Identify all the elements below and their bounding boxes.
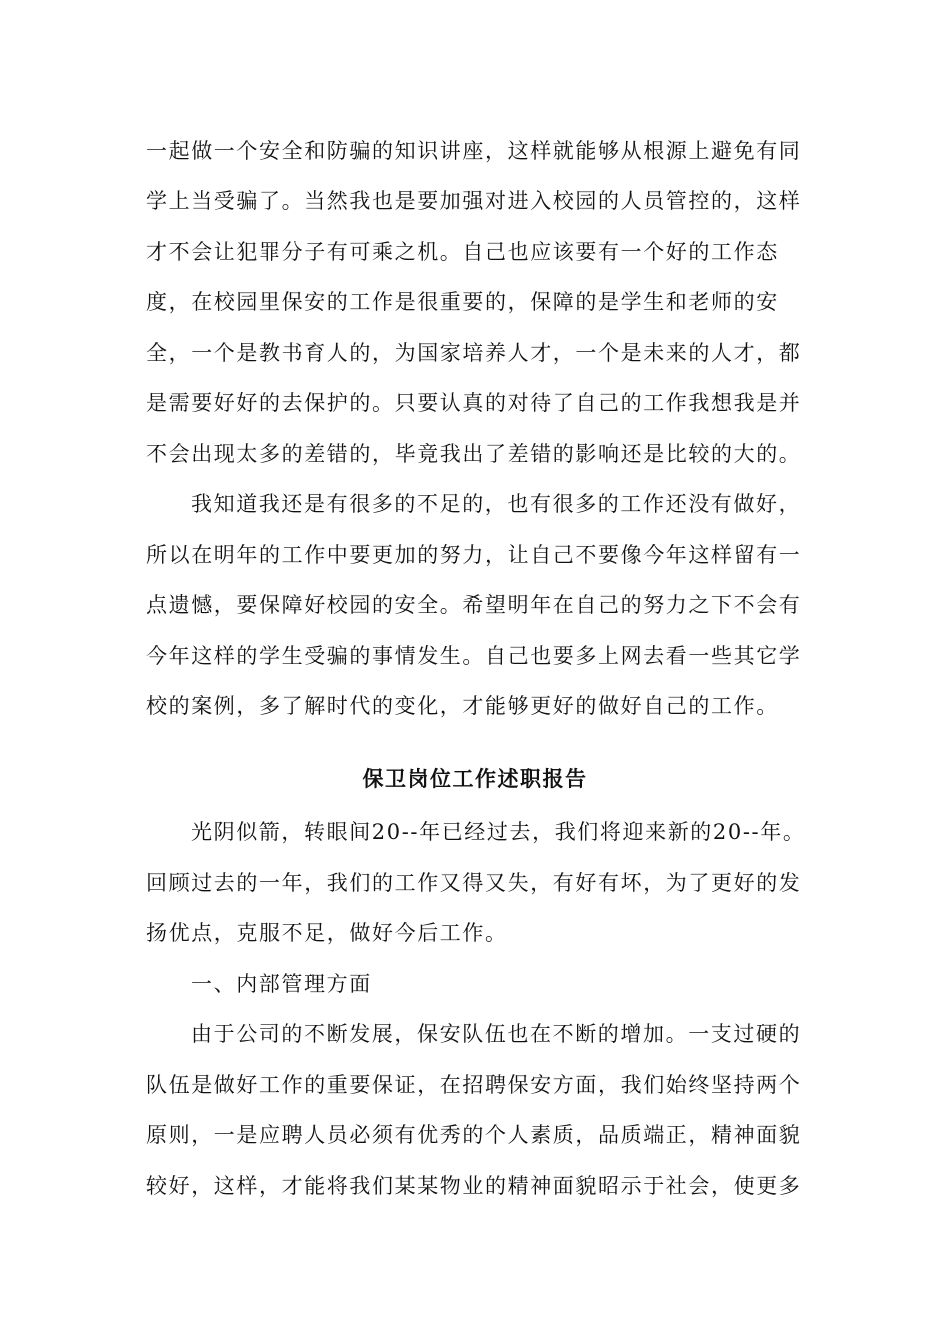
paragraph-line: 所以在明年的工作中要更加的努力，让自己不要像今年这样留有一 bbox=[146, 543, 802, 567]
paragraph-line: 点遗憾，要保障好校园的安全。希望明年在自己的努力之下不会有 bbox=[146, 593, 802, 617]
paragraph-line: 全，一个是教书育人的，为国家培养人才，一个是未来的人才，都 bbox=[146, 341, 802, 365]
paragraph-line: 一起做一个安全和防骗的知识讲座，这样就能够从根源上避免有同 bbox=[146, 139, 802, 163]
paragraph-line: 较好，这样，才能将我们某某物业的精神面貌昭示于社会，使更多 bbox=[146, 1174, 802, 1198]
subheading: 一、内部管理方面 bbox=[191, 972, 372, 996]
paragraph-line: 原则，一是应聘人员必须有优秀的个人素质，品质端正，精神面貌 bbox=[146, 1123, 802, 1147]
paragraph-line: 回顾过去的一年，我们的工作又得又失，有好有坏，为了更好的发 bbox=[146, 871, 802, 895]
paragraph-line: 扬优点，克服不足，做好今后工作。 bbox=[146, 921, 508, 945]
paragraph-line: 才不会让犯罪分子有可乘之机。自己也应该要有一个好的工作态 bbox=[146, 240, 779, 264]
paragraph-line: 我知道我还是有很多的不足的，也有很多的工作还没有做好， bbox=[191, 492, 802, 516]
paragraph-line: 队伍是做好工作的重要保证，在招聘保安方面，我们始终坚持两个 bbox=[146, 1073, 802, 1097]
paragraph-line: 不会出现太多的差错的，毕竟我出了差错的影响还是比较的大的。 bbox=[146, 442, 802, 466]
paragraph-line: 光阴似箭，转眼间20--年已经过去，我们将迎来新的20--年。 bbox=[191, 820, 806, 844]
paragraph-line: 度，在校园里保安的工作是很重要的，保障的是学生和老师的安 bbox=[146, 290, 779, 314]
paragraph-line: 是需要好好的去保护的。只要认真的对待了自己的工作我想我是并 bbox=[146, 391, 802, 415]
paragraph-line: 校的案例，多了解时代的变化，才能够更好的做好自己的工作。 bbox=[146, 694, 779, 718]
paragraph-line: 学上当受骗了。当然我也是要加强对进入校园的人员管控的，这样 bbox=[146, 189, 802, 213]
paragraph-line: 今年这样的学生受骗的事情发生。自己也要多上网去看一些其它学 bbox=[146, 644, 802, 668]
section-title: 保卫岗位工作述职报告 bbox=[362, 766, 588, 791]
paragraph-line: 由于公司的不断发展，保安队伍也在不断的增加。一支过硬的 bbox=[191, 1022, 802, 1046]
